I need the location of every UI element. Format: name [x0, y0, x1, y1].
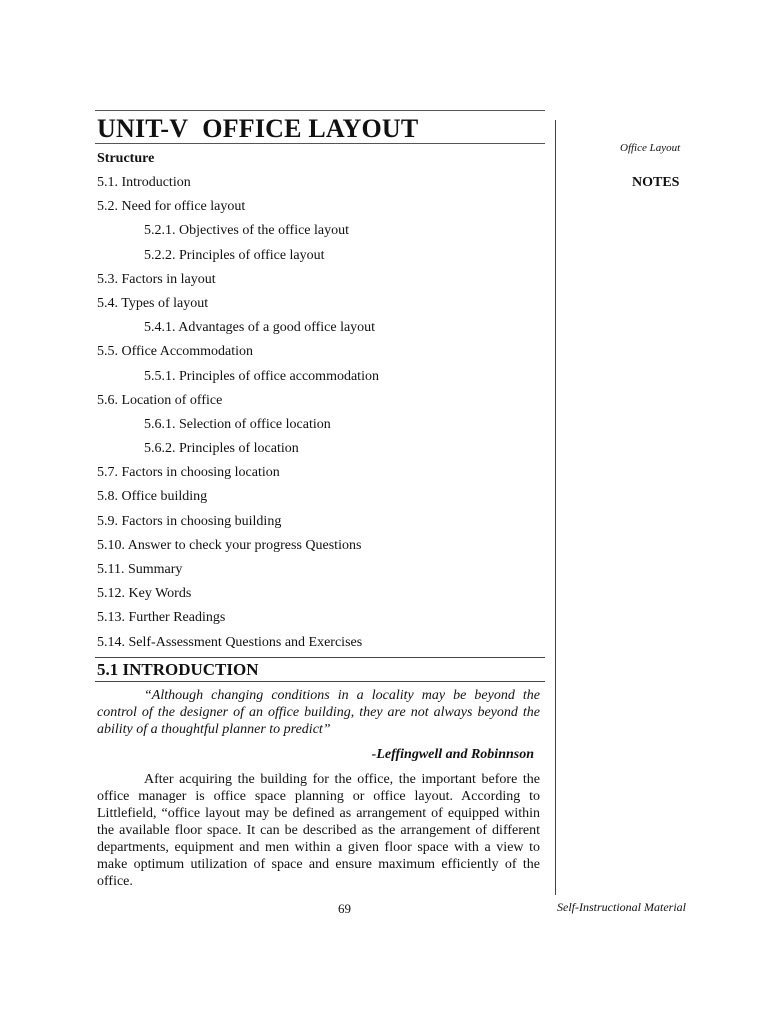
structure-item: 5.11. Summary [97, 562, 183, 577]
structure-item: 5.2.2. Principles of office layout [144, 247, 325, 263]
structure-list [97, 173, 547, 657]
top-rule [95, 110, 545, 111]
unit-heading: OFFICE LAYOUT [202, 114, 419, 143]
margin-divider [555, 120, 556, 895]
structure-item: 5.4. Types of layout [97, 295, 209, 311]
structure-item: 5.6.1. Selection of office location [144, 416, 331, 432]
structure-item: 5.1. Introduction [97, 175, 191, 190]
structure-item: 5.13. Further Readings [97, 610, 226, 626]
notes-label: NOTES [632, 175, 680, 190]
structure-item: 5.6.2. Principles of location [144, 441, 299, 457]
running-title: Office Layout [620, 142, 681, 154]
unit-title [97, 114, 418, 144]
structure-item: 5.2. Need for office layout [97, 199, 246, 215]
quote-author: -Leffingwell and Robinnson [371, 747, 534, 762]
structure-item: 5.5. Office Accommodation [97, 344, 254, 360]
structure-item: 5.8. Office building [97, 489, 208, 505]
section-rule-bottom [95, 681, 545, 682]
epigraph-quote: “Although changing conditions in a locality may be beyond the control of the designer of an office building, they are not always beyond the ability of a thoughtful planner to predict” [97, 688, 540, 737]
title-rule [95, 143, 545, 144]
structure-heading: Structure [97, 151, 155, 166]
structure-item: 5.10. Answer to check your progress Questions [97, 537, 362, 553]
structure-item: 5.7. Factors in choosing location [97, 465, 280, 481]
page-number: 69 [338, 901, 351, 916]
section-rule-top [95, 657, 545, 658]
structure-item: 5.6. Location of office [97, 392, 223, 408]
structure-item: 5.14. Self-Assessment Questions and Exercises [97, 634, 363, 650]
section-heading: 5.1 INTRODUCTION [97, 660, 259, 679]
structure-item: 5.12. Key Words [97, 586, 192, 602]
structure-item: 5.4.1. Advantages of a good office layout [144, 320, 376, 336]
unit-label: UNIT-V [97, 114, 189, 143]
structure-item: 5.2.1. Objectives of the office layout [144, 223, 350, 239]
structure-item: 5.9. Factors in choosing building [97, 513, 282, 529]
footer-label: Self-Instructional Material [557, 900, 686, 914]
structure-item: 5.3. Factors in layout [97, 271, 216, 287]
structure-item: 5.5.1. Principles of office accommodation [144, 368, 379, 384]
intro-paragraph: After acquiring the building for the office, the important before the office manager is office space planning or office layout. According to Littlefield, “office layout may be defined as arrangement of equipped within the available floor space. It can be described as the arrangement of different departments, equipment and men within a given floor space with a view to make optimum utilization of space and ensure maximum efficiently of the office. [97, 772, 540, 889]
